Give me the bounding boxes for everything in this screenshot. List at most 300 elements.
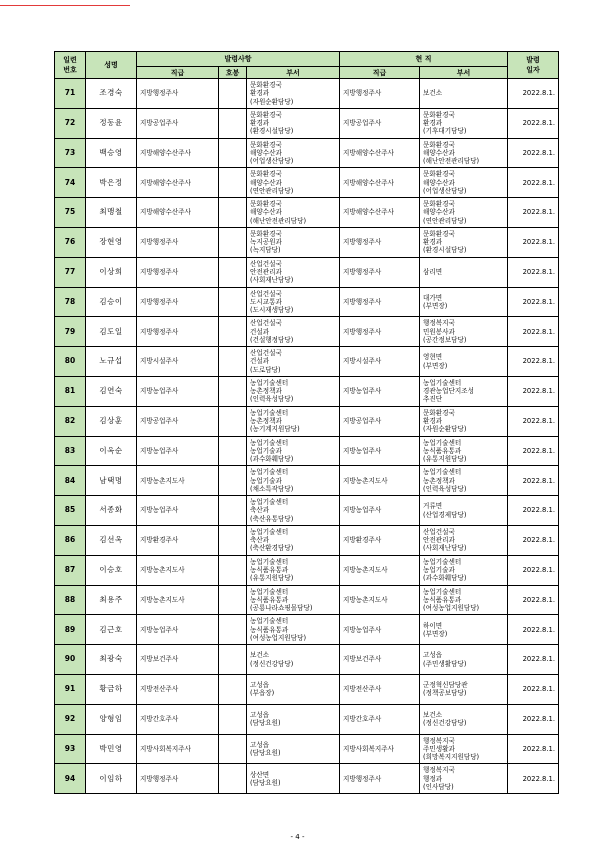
date-cell: 2022.8.1. [508,227,559,257]
current-grade-cell: 지방공업주사 [340,406,420,436]
dept-line: 환경과 [423,417,443,426]
dept-line: (연안관리담당) [250,186,294,195]
dept-line: 문화환경국 [250,230,282,239]
dept-line: (환경시설담당) [250,127,294,136]
date-cell: 2022.8.1. [508,734,559,764]
current-grade-cell: 지방농업주사 [340,436,420,466]
dept-line: 고성읍 [423,651,443,660]
header-current-position: 현 직 [340,52,508,67]
dept-line: (유통지원담당) [250,574,294,583]
current-dept-cell [420,555,508,585]
dept-line: 환경과 [423,119,443,128]
dept-line: (희망복지지원담당) [423,753,480,762]
serial-number-cell: 83 [55,436,86,466]
dept-line: 문화환경국 [423,140,455,149]
current-dept-cell [420,227,508,257]
dept-line: (담당요원) [250,778,281,787]
serial-number-cell: 88 [55,585,86,615]
grade-cell: 지방시설주사 [137,347,219,377]
current-grade-cell: 지방행정주사 [340,257,420,287]
serial-number-cell: 79 [55,317,86,347]
date-cell: 2022.8.1. [508,555,559,585]
dept-line: 행정과 [423,774,443,783]
name-cell: 노규섭 [86,347,137,377]
dept-line: 보건소 [250,651,270,660]
date-cell: 2022.8.1. [508,764,559,794]
step-cell [219,764,247,794]
current-dept-cell [420,406,508,436]
dept-line: (인력육성담당) [423,484,467,493]
step-cell [219,645,247,675]
serial-number-cell: 94 [55,764,86,794]
dept-line: (유통지원담당) [423,455,467,464]
grade-cell: 지방공업주사 [137,108,219,138]
serial-number-cell: 89 [55,615,86,645]
dept-line: 농업기술센터 [250,468,289,477]
dept-cell [247,347,340,377]
date-cell: 2022.8.1. [508,466,559,496]
grade-cell: 지방전산주사 [137,674,219,704]
current-grade-cell: 지방행정주사 [340,79,420,109]
current-dept-cell [420,79,508,109]
current-grade-cell: 지방환경주사 [340,525,420,555]
dept-line: (환경시설담당) [423,246,467,255]
dept-line: 고성읍 [250,681,270,690]
dept-line: 삼리면 [423,268,443,277]
dept-line: (담당요원) [250,748,281,757]
dept-line: 문화환경국 [250,110,282,119]
serial-number-cell: 91 [55,674,86,704]
date-cell: 2022.8.1. [508,347,559,377]
dept-line: 행정복지국 [423,319,455,328]
dept-line: (농기계지원담당) [250,425,300,434]
dept-cell [247,227,340,257]
current-grade-cell: 지방시설주사 [340,347,420,377]
dept-cell [247,555,340,585]
date-cell: 2022.8.1. [508,168,559,198]
dept-line: 문화환경국 [423,170,455,179]
dept-line: (담당요원) [250,719,281,728]
date-cell: 2022.8.1. [508,376,559,406]
dept-cell [247,764,340,794]
grade-cell: 지방해양수산주사 [137,198,219,228]
serial-number-cell: 78 [55,287,86,317]
name-cell: 박은정 [86,168,137,198]
step-cell [219,674,247,704]
dept-cell [247,168,340,198]
dept-line: (공간정보담당) [423,335,467,344]
dept-line: (과수화훼담당) [250,455,294,464]
name-cell: 박민영 [86,734,137,764]
serial-number-cell: 77 [55,257,86,287]
current-dept-cell [420,525,508,555]
header-step: 호봉 [219,67,247,79]
grade-cell: 지방해양수산주사 [137,138,219,168]
table-row [55,734,559,764]
dept-line: (도로담당) [250,365,281,374]
name-cell: 서종화 [86,496,137,526]
table-row [55,168,559,198]
dept-line: 농업기술센터 [250,587,289,596]
dept-line: 농촌정책과 [250,417,282,426]
dept-line: 농업기술과 [250,446,282,455]
current-grade-cell: 지방행정주사 [340,227,420,257]
dept-line: 농식품유통과 [423,446,462,455]
dept-line: 거류면 [423,502,443,511]
date-cell: 2022.8.1. [508,257,559,287]
dept-line: (부면장) [423,629,448,638]
current-dept-cell [420,585,508,615]
dept-line: 농업기술센터 [423,557,462,566]
step-cell [219,436,247,466]
table-row [55,406,559,436]
current-dept-cell [420,645,508,675]
step-cell [219,555,247,585]
date-cell: 2022.8.1. [508,406,559,436]
current-dept-cell [420,704,508,734]
serial-number-cell: 73 [55,138,86,168]
dept-line: 도시교통과 [250,297,282,306]
dept-line: 농업기술센터 [423,379,462,388]
table-body [55,79,559,794]
date-cell: 2022.8.1. [508,496,559,526]
serial-number-cell: 93 [55,734,86,764]
current-dept-cell [420,496,508,526]
dept-cell [247,615,340,645]
dept-line: (연안관리담당) [423,216,467,225]
date-cell: 2022.8.1. [508,525,559,555]
dept-cell [247,376,340,406]
grade-cell: 지방간호주사 [137,704,219,734]
dept-line: (채소특작담당) [250,484,294,493]
dept-cell [247,645,340,675]
current-dept-cell [420,287,508,317]
dept-line: 농업기술센터 [423,587,462,596]
date-cell: 2022.8.1. [508,138,559,168]
dept-line: 산업건설국 [250,259,282,268]
dept-line: 산업건설국 [250,289,282,298]
current-grade-cell: 지방행정주사 [340,317,420,347]
dept-line: 문화환경국 [423,200,455,209]
step-cell [219,317,247,347]
dept-line: (정신건강담당) [423,719,467,728]
grade-cell: 지방환경주사 [137,525,219,555]
dept-line: (인력육성담당) [250,395,294,404]
dept-line: (부읍장) [250,689,275,698]
dept-line: (공룡나라쇼핑몰담당) [250,604,313,613]
step-cell [219,585,247,615]
current-grade-cell: 지방농촌지도사 [340,585,420,615]
table-row [55,496,559,526]
header-grade: 직급 [137,67,219,79]
name-cell: 최광숙 [86,645,137,675]
dept-line: 문화환경국 [250,81,282,90]
dept-line: (산업경제담당) [423,510,467,519]
dept-line: 문화환경국 [423,408,455,417]
dept-line: 농업기술센터 [250,557,289,566]
current-grade-cell: 지방행정주사 [340,287,420,317]
dept-line: (인사담당) [423,782,454,791]
table-row [55,376,559,406]
current-dept-cell [420,764,508,794]
dept-line: 보건소 [423,710,443,719]
name-cell: 이승호 [86,555,137,585]
table-row [55,674,559,704]
current-dept-cell [420,376,508,406]
table-row [55,317,559,347]
current-grade-cell: 지방해양수산주사 [340,198,420,228]
dept-line: 농업기술센터 [250,408,289,417]
grade-cell: 지방농업주사 [137,436,219,466]
current-grade-cell: 지방공업주사 [340,108,420,138]
dept-line: 안전관리과 [423,536,455,545]
name-cell: 장현영 [86,227,137,257]
dept-line: 환경과 [423,238,443,247]
dept-line: (축산환경담당) [250,544,294,553]
serial-number-cell: 71 [55,79,86,109]
table-row [55,466,559,496]
dept-line: 보건소 [423,89,443,98]
header-dept: 부서 [247,67,340,79]
dept-line: 해양수산과 [423,208,455,217]
dept-line: 농업기술센터 [250,438,289,447]
dept-line: 농촌정책과 [423,476,455,485]
dept-line: (부면장) [423,301,448,310]
current-dept-cell [420,257,508,287]
step-cell [219,287,247,317]
table-row [55,525,559,555]
name-cell: 최맹철 [86,198,137,228]
header-appointment: 발령사항 [137,52,340,67]
dept-cell [247,734,340,764]
serial-number-cell: 81 [55,376,86,406]
dept-line: 농식품유통과 [423,595,462,604]
dept-line: 축산과 [250,506,270,515]
dept-line: (여성농업지원담당) [250,633,307,642]
current-grade-cell: 지방농촌지도사 [340,466,420,496]
current-grade-cell: 지방농업주사 [340,496,420,526]
dept-line: (해난안전관리담당) [250,216,307,225]
table-row [55,615,559,645]
dept-line: (어업생산담당) [423,186,467,195]
dept-line: 행정복지국 [423,766,455,775]
dept-line: 고성읍 [250,710,270,719]
dept-line: (사회재난담당) [423,544,467,553]
dept-line: (녹지담당) [250,246,281,255]
step-cell [219,198,247,228]
name-cell: 이상희 [86,257,137,287]
date-cell: 2022.8.1. [508,704,559,734]
dept-line: 하이면 [423,621,443,630]
current-dept-cell [420,198,508,228]
name-cell: 김승이 [86,287,137,317]
dept-line: 해양수산과 [250,148,282,157]
dept-line: 농촌정책과 [250,387,282,396]
step-cell [219,257,247,287]
name-cell: 황금하 [86,674,137,704]
step-cell [219,138,247,168]
dept-line: 농업기술센터 [250,617,289,626]
dept-line: 건설과 [250,357,270,366]
table-row [55,704,559,734]
dept-cell [247,585,340,615]
step-cell [219,79,247,109]
date-cell: 2022.8.1. [508,585,559,615]
dept-cell [247,704,340,734]
current-dept-cell [420,168,508,198]
current-grade-cell: 지방농업주사 [340,615,420,645]
dept-line: 문화환경국 [423,110,455,119]
dept-cell [247,496,340,526]
grade-cell: 지방공업주사 [137,406,219,436]
dept-line: 해양수산과 [250,178,282,187]
step-cell [219,108,247,138]
dept-line: (부면장) [423,361,448,370]
name-cell: 이옥순 [86,436,137,466]
date-cell: 2022.8.1. [508,436,559,466]
dept-line: 녹지공원과 [250,238,282,247]
grade-cell: 지방행정주사 [137,317,219,347]
dept-line: 환경과 [250,89,270,98]
dept-cell [247,525,340,555]
dept-line: 민원봉사과 [423,327,455,336]
dept-cell [247,198,340,228]
personnel-appointment-table [54,51,559,794]
date-cell: 2022.8.1. [508,79,559,109]
current-grade-cell: 지방전산주사 [340,674,420,704]
serial-number-cell: 87 [55,555,86,585]
dept-cell [247,287,340,317]
step-cell [219,734,247,764]
name-cell: 최용주 [86,585,137,615]
dept-cell [247,466,340,496]
dept-line: 농식품유통과 [250,595,289,604]
grade-cell: 지방행정주사 [137,287,219,317]
current-dept-cell [420,108,508,138]
dept-line: 해양수산과 [250,208,282,217]
serial-number-cell: 92 [55,704,86,734]
table-row [55,645,559,675]
dept-line: 건설과 [250,327,270,336]
name-cell: 김상훈 [86,406,137,436]
dept-line: 농업기술과 [250,476,282,485]
dept-line: 주민생활과 [423,744,455,753]
dept-line: 농업기술센터 [250,498,289,507]
dept-line: 경관농업단지조성 [423,387,474,396]
current-dept-cell [420,317,508,347]
dept-line: 안전관리과 [250,268,282,277]
current-grade-cell: 지방행정주사 [340,764,420,794]
step-cell [219,466,247,496]
dept-line: 상산면 [250,770,270,779]
current-dept-cell [420,674,508,704]
dept-cell [247,436,340,466]
table-row [55,287,559,317]
serial-number-cell: 80 [55,347,86,377]
grade-cell: 지방사회복지주사 [137,734,219,764]
dept-line: (사회재난담당) [250,276,294,285]
date-cell: 2022.8.1. [508,108,559,138]
date-cell: 2022.8.1. [508,287,559,317]
date-cell: 2022.8.1. [508,674,559,704]
dept-line: (정신건강담당) [250,659,294,668]
dept-cell [247,138,340,168]
name-cell: 김선옥 [86,525,137,555]
name-cell: 정동윤 [86,108,137,138]
dept-cell [247,79,340,109]
grade-cell: 지방보건주사 [137,645,219,675]
dept-line: 산업건설국 [423,528,455,537]
dept-line: 영현면 [423,353,443,362]
name-cell: 백승영 [86,138,137,168]
current-dept-cell [420,436,508,466]
step-cell [219,347,247,377]
dept-cell [247,406,340,436]
dept-line: 농식품유통과 [250,625,289,634]
dept-line: (축산유통담당) [250,514,294,523]
dept-line: 산업건설국 [250,319,282,328]
current-dept-cell [420,347,508,377]
dept-cell [247,108,340,138]
current-grade-cell: 지방해양수산주사 [340,138,420,168]
page-number: - 4 - [290,833,305,841]
grade-cell: 지방행정주사 [137,227,219,257]
table-row [55,108,559,138]
table-row [55,79,559,109]
serial-number-cell: 85 [55,496,86,526]
step-cell [219,525,247,555]
name-cell: 김근호 [86,615,137,645]
dept-line: (주민생활담당) [423,659,467,668]
serial-number-cell: 84 [55,466,86,496]
step-cell [219,406,247,436]
dept-line: 해양수산과 [423,148,455,157]
header-current-grade: 직급 [340,67,420,79]
date-cell: 2022.8.1. [508,645,559,675]
dept-line: (여성농업지원담당) [423,604,480,613]
grade-cell: 지방해양수산주사 [137,168,219,198]
current-dept-cell [420,466,508,496]
current-dept-cell [420,734,508,764]
table-row [55,585,559,615]
dept-line: 추진단 [423,395,443,404]
dept-line: 문화환경국 [423,230,455,239]
step-cell [219,496,247,526]
dept-line: 군정혁신담당관 [423,681,468,690]
step-cell [219,376,247,406]
dept-line: 해양수산과 [423,178,455,187]
table-row [55,227,559,257]
step-cell [219,615,247,645]
serial-number-cell: 82 [55,406,86,436]
dept-line: (정책공보담당) [423,689,467,698]
dept-line: (해난안전관리담당) [423,157,480,166]
header-serial-number: 일련 번호 [55,52,86,79]
header-appointment-date: 발령 일자 [508,52,559,79]
grade-cell: 지방행정주사 [137,257,219,287]
step-cell [219,704,247,734]
current-grade-cell: 지방해양수산주사 [340,168,420,198]
dept-line: 농업기술과 [423,566,455,575]
name-cell: 김연숙 [86,376,137,406]
header-name: 성명 [86,52,137,79]
serial-number-cell: 74 [55,168,86,198]
table-row [55,764,559,794]
dept-line: (자원순환담당) [423,425,467,434]
current-grade-cell: 지방보건주사 [340,645,420,675]
step-cell [219,168,247,198]
grade-cell: 지방농촌지도사 [137,466,219,496]
